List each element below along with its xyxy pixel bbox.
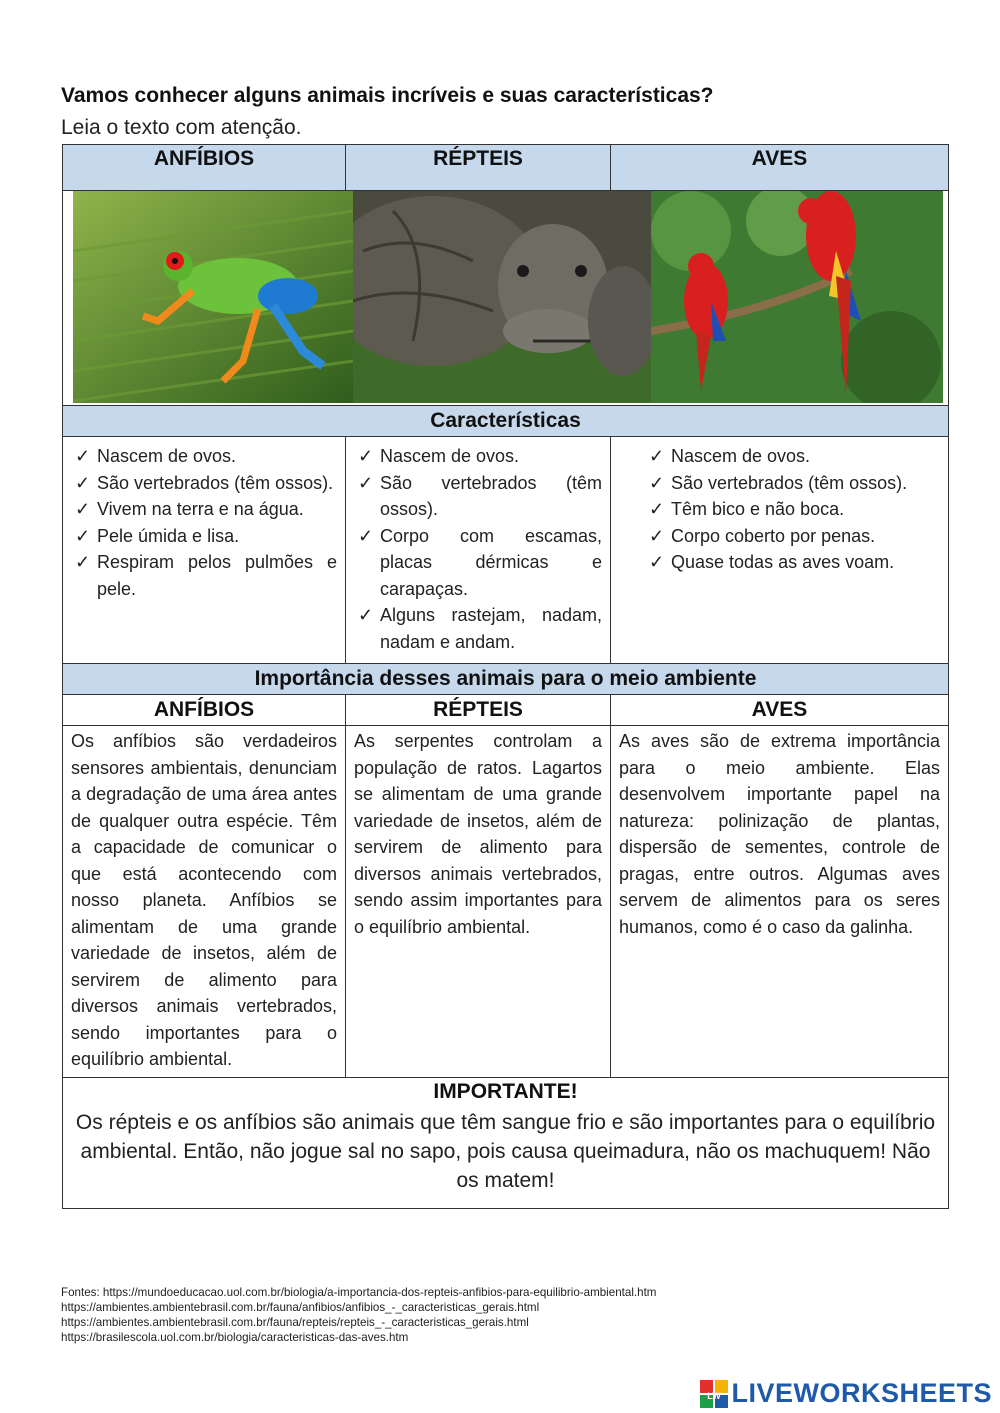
characteristics-repteis bbox=[346, 437, 611, 664]
source-link[interactable]: https://brasilescola.uol.com.br/biologia/caracteristicas-das-aves.htm bbox=[61, 1331, 409, 1344]
important-text: Os répteis e os anfíbios são animais que têm sangue frio e são importantes para o equilíbrio ambiental. Então, não jogue sal no sapo, pois causa queimadura, não os machuquem! Não os matem! bbox=[75, 1110, 936, 1192]
header-anfibios: ANFÍBIOS bbox=[63, 145, 346, 191]
frog-photo bbox=[73, 191, 353, 403]
important-title: IMPORTANTE! bbox=[433, 1079, 578, 1103]
source-link[interactable]: https://ambientes.ambientebrasil.com.br/fauna/anfibios/anfibios_-_caracteristicas_gerais.html bbox=[61, 1301, 540, 1314]
importance-text-aves: As aves são de extrema importância para o meio ambiente. Elas desenvolvem importante papel na natureza: polinização de plantas, dispersão de sementes, controle de pragas, entre outros. Algumas aves servem de alimentos para os seres humanos, como é o caso da galinha. bbox=[619, 731, 940, 937]
importance-header-repteis: RÉPTEIS bbox=[346, 695, 611, 726]
macaws-photo bbox=[651, 191, 943, 403]
sources bbox=[61, 1285, 656, 1345]
list-item: ✓ Nascem de ovos. bbox=[354, 443, 602, 470]
list-item: ✓ Corpo coberto por penas. bbox=[645, 523, 940, 550]
characteristics-anfibios bbox=[63, 437, 346, 664]
list-item: ✓ São vertebrados (têm ossos). bbox=[71, 470, 337, 497]
list-item: ✓ São vertebrados (têm ossos). bbox=[354, 470, 602, 523]
list-item: ✓ Vivem na terra e na água. bbox=[71, 496, 337, 523]
source-link[interactable]: Fontes: https://mundoeducacao.uol.com.br/biologia/a-importancia-dos-repteis-anfibios-para-equilibrio-ambiental.htm bbox=[61, 1286, 657, 1299]
importance-repteis bbox=[346, 726, 611, 1078]
importance-anfibios bbox=[63, 726, 346, 1078]
page-title: Vamos conhecer alguns animais incríveis e suas características? bbox=[61, 84, 714, 107]
characteristics-aves bbox=[611, 437, 949, 664]
list-item: ✓ Têm bico e não boca. bbox=[645, 496, 940, 523]
page-subtitle: Leia o texto com atenção. bbox=[61, 116, 302, 139]
list-item: ✓ Quase todas as aves voam. bbox=[645, 549, 940, 576]
list-item: ✓ Nascem de ovos. bbox=[71, 443, 337, 470]
importance-text-repteis: As serpentes controlam a população de ratos. Lagartos se alimentam de uma grande variedade de insetos, além de servirem de alimento para diversos animais vertebrados, sendo assim importantes para o equilíbrio ambiental. bbox=[354, 731, 602, 937]
list-item: ✓ Pele úmida e lisa. bbox=[71, 523, 337, 550]
header-aves: AVES bbox=[611, 145, 949, 191]
importance-header-aves: AVES bbox=[611, 695, 949, 726]
importance-aves bbox=[611, 726, 949, 1078]
importance-text-anfibios: Os anfíbios são verdadeiros sensores ambientais, denunciam a degradação de uma área antes de qualquer outra espécie. Têm a capacidade de comunicar o que está acontecendo com nosso planeta. Anfíbios se alimentam de uma grande variedade de insetos, além de servirem de alimento para diversos animais vertebrados, sendo importantes para o equilíbrio ambiental. bbox=[71, 731, 337, 1069]
important-box bbox=[63, 1077, 949, 1208]
characteristics-heading: Características bbox=[63, 406, 949, 437]
list-item: ✓ Nascem de ovos. bbox=[645, 443, 940, 470]
logo-text: LIVEWORKSHEETS bbox=[731, 1378, 992, 1408]
logo-badge-icon bbox=[700, 1380, 728, 1408]
list-item: ✓ Corpo com escamas, placas dérmicas e carapaças. bbox=[354, 523, 602, 603]
tortoise-photo bbox=[353, 191, 651, 403]
source-link[interactable]: https://ambientes.ambientebrasil.com.br/fauna/repteis/repteis_-_caracteristicas_gerais.html bbox=[61, 1316, 529, 1329]
list-item: ✓ Respiram pelos pulmões e pele. bbox=[71, 549, 337, 602]
photo-strip bbox=[63, 191, 949, 406]
list-item: ✓ São vertebrados (têm ossos). bbox=[645, 470, 940, 497]
importance-heading: Importância desses animais para o meio ambiente bbox=[63, 664, 949, 695]
svg-text:LW: LW bbox=[707, 1390, 722, 1401]
animals-table bbox=[62, 144, 949, 1209]
list-item: ✓ Alguns rastejam, nadam, nadam e andam. bbox=[354, 602, 602, 655]
liveworksheets-logo[interactable] bbox=[700, 1378, 992, 1409]
importance-header-anfibios: ANFÍBIOS bbox=[63, 695, 346, 726]
header-repteis: RÉPTEIS bbox=[346, 145, 611, 191]
